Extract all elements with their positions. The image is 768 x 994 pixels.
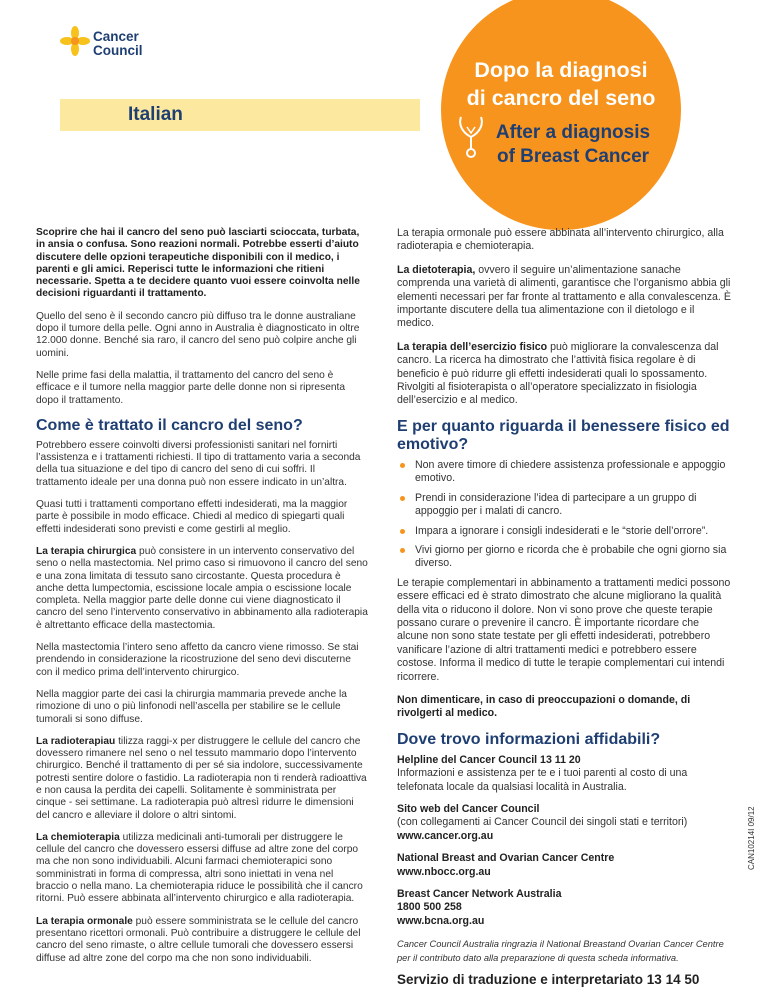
- daffodil-logo-icon: [60, 26, 90, 56]
- paragraph-radiotherapy: [36, 736, 368, 822]
- language-banner: [60, 99, 420, 131]
- heading-wellbeing: E per quanto riguarda il benessere fisico ed emotivo?: [397, 417, 730, 453]
- paragraph-incidence: Quello del seno è il secondo cancro più diffuso tra le donne australiane dopo il tumore della pelle. Ogni anno in Australia è diagnosticato in oltre 12.000 donne. Benché sia raro, il cancro del seno può colpire anche gli uomini.: [36, 310, 360, 359]
- title-italian-line-2: di cancro del seno: [466, 86, 656, 110]
- list-item: [397, 492, 733, 519]
- exercise-text: può migliorare la convalescenza dal cancro. La ricerca ha dimostrato che l’attività fisica regolare è di beneficio è può ridurre gli effetti indesiderati quali lo spossamento. Rivolgiti al fisioterapista o all’operatore specializzato in fisiologia dell’esercizio e al medico.: [397, 340, 719, 407]
- language-label: Italian: [128, 104, 183, 125]
- radiotherapy-text: tilizza raggi-x per distruggere le cellule del cancro che dovessero rimanere nel seno o nel tessuto mammario dopo l’intervento chirurgico. Benché il trattamento di per sé sia indolore, successivamente potresti sentire dolore o fastidio. La radioterapia non ti renderà radioattiva e non causa la perdita dei capelli. Solitamente è somministrata per cinque - sei settimane. La radioterapia può altresì ridurre le dimensioni del cancro e alleviare il dolore o altri sintomi.: [36, 735, 367, 821]
- surgery-text: può consistere in un intervento conservativo del seno o nella mastectomia. Nel primo caso si rimuovono il cancro del seno e una zona limitata di tessuto sano circostante. Questa procedura è anche detta lumpectomia, escissione locale ampia o escissione locale completa. Nella maggior parte delle donne cui viene diagnosticato il cancro del seno l’intervento conservativo in abbinamento alla radioterapia è altrettanto efficace della mastectomia.: [36, 545, 368, 631]
- paragraph-lymph-nodes: Nella maggior parte dei casi la chirurgia mammaria prevede anche la rimozione di uno o più linfonodi nell’ascella per stabilire se le cellule tumorali si sono diffuse.: [36, 688, 347, 725]
- hormone-therapy-term: La terapia ormonale: [36, 915, 133, 927]
- website-title: Sito web del Cancer Council: [397, 803, 540, 815]
- chemotherapy-term: La chemioterapia: [36, 831, 120, 843]
- list-item: [397, 544, 733, 571]
- list-item-text: Impara a ignorare i consigli indesiderati e le “storie dell’orrore”.: [415, 524, 709, 537]
- cancer-council-logo: [60, 26, 170, 86]
- bcna-block: [397, 888, 733, 928]
- paragraph-reminder: Non dimenticare, in caso di preoccupazioni o domande, di rivolgerti al medico.: [397, 693, 691, 720]
- right-column: [397, 227, 733, 987]
- title-italian: [441, 56, 681, 112]
- bcna-phone: 1800 500 258: [397, 901, 462, 914]
- surgery-term: La terapia chirurgica: [36, 545, 137, 557]
- logo-line-1: Cancer: [93, 29, 139, 44]
- nbocc-title: National Breast and Ovarian Cancer Centre: [397, 852, 615, 865]
- logo-line-2: Council: [93, 43, 143, 58]
- heading-information: Dove trovo informazioni affidabili?: [397, 730, 661, 748]
- bcna-link[interactable]: www.bcna.org.au: [397, 914, 485, 927]
- bullet-dot-icon: [400, 463, 405, 468]
- paragraph-chemotherapy: [36, 832, 368, 906]
- radiotherapy-term: La radioterapiau: [36, 735, 116, 747]
- bullet-dot-icon: [400, 529, 405, 534]
- title-english-line-2: of Breast Cancer: [496, 146, 650, 167]
- paragraph-professionals: Potrebbero essere coinvolti diversi professionisti sanitari nel fornirti l’assistenza e i trattamenti richiesti. Il tipo di trattamento varia a seconda della tua situazione e del tipo di cancro del seno di cui soffri. Il trattamento ideale per una donna può non essere indicato in un’altra.: [36, 439, 361, 488]
- paragraph-hormone-therapy: [36, 916, 368, 965]
- bullet-dot-icon: [400, 548, 405, 553]
- acknowledgement: Cancer Council Australia ringrazia il National Breastand Ovarian Cancer Centre per il contributo dato alla preparazione di questa scheda informativa.: [397, 939, 724, 964]
- title-english-line-1: After a diagnosis: [495, 122, 651, 143]
- paragraph-mastectomy: Nella mastectomia l’intero seno affetto da cancro viene rimosso. Se stai prendendo in considerazione la ricostruzione del seno devi discuterne con il medico prima dell’intervento chirurgico.: [36, 642, 359, 678]
- list-item: [397, 525, 733, 538]
- helpline-text: Informazioni e assistenza per te e i tuoi parenti al costo di una telefonata locale da qualsiasi località in Australia.: [397, 767, 688, 793]
- paragraph-side-effects: Quasi tutti i trattamenti comportano effetti indesiderati, ma la maggior parte è possibile in modo efficace. Chiedi al medico di spiegarti quali effetti indesiderati sono previsti e come gestirli al meglio.: [36, 499, 348, 535]
- paragraph-exercise: [397, 341, 733, 408]
- wellbeing-list: [397, 459, 733, 571]
- hormone-therapy-text: può essere somministrata se le cellule del cancro presentano ricettori ormonali. Può contribuire a distruggere le cellule del cancro del seno rimaste, o altre cellule tumorali che dovessero essersi diffuse ad altre zone del corpo ma che non sono individuabili.: [36, 915, 361, 964]
- chemotherapy-text: utilizza medicinali anti-tumorali per distruggere le cellule del cancro che dovessero essersi diffuse ad altre zone del corpo ma che non sono individuabili. Alcuni farmaci chemioterapici sono somministrati in forma di compressa, altri sono iniettati in vena nel braccio o nella mano. La chemioterapia riduce le possibilità che il cancro ritorni. Può essere abbinata all’intervento chirurgico e alla radioterapia.: [36, 831, 363, 905]
- list-item-text: Vivi giorno per giorno e ricorda che è probabile che ogni giorno sia diverso.: [415, 543, 727, 570]
- list-item-text: Non avere timore di chiedere assistenza professionale e appoggio emotivo.: [415, 458, 726, 485]
- diet-term: La dietoterapia,: [397, 263, 476, 276]
- paragraph-complementary: Le terapie complementari in abbinamento a trattamenti medici possono essere efficaci ed è strato dimostrato che alcune migliorano la qualità della vita o riducono il dolore. Non vi sono prove che queste terapie possano curare o prevenire il cancro. È importante ricordare che alcune non sono state testate per gli effetti indesiderati, potrebbero vanificare l’azione di altri trattamenti medici e potrebbero essere costose. Informa il medico di tutte le terapie complementari cui intendi ricorrere.: [397, 576, 731, 683]
- paragraph-hormone-combined: La terapia ormonale può essere abbinata all’intervento chirurgico, alla radioterapia e chemioterapia.: [397, 227, 724, 253]
- intro-paragraph: Scoprire che hai il cancro del seno può lasciarti scioccata, turbata, in ansia o confusa. Sono reazioni normali. Potrebbe esserti d’aiuto discutere delle opzioni terapeutiche disponibili con il medico, i parenti e gli amici. Reperisci tutte le informazioni che ritieni necessarie. Spetta a te decidere quanto vuoi essere coinvolta nelle decisioni riguardanti il trattamento.: [36, 227, 360, 300]
- nbocc-block: [397, 852, 733, 879]
- paragraph-diet: [397, 264, 733, 331]
- list-item: [397, 459, 733, 486]
- translation-service: Servizio di traduzione e interpretariato 13 14 50: [397, 972, 700, 988]
- document-code: CAN10214I 09/12: [747, 806, 756, 870]
- title-english: [468, 121, 678, 169]
- left-column: [36, 227, 368, 975]
- bcna-title: Breast Cancer Network Australia: [397, 888, 562, 901]
- website-block: [397, 803, 733, 843]
- paragraph-surgery: [36, 546, 368, 632]
- website-link[interactable]: www.cancer.org.au: [397, 829, 494, 842]
- bullet-dot-icon: [400, 496, 405, 501]
- paragraph-early-stage: Nelle prime fasi della malattia, il trattamento del cancro del seno è efficace e il tumore nella maggior parte delle donne non si ripresenta dopo il trattamento.: [36, 369, 346, 406]
- nbocc-link[interactable]: www.nbocc.org.au: [397, 865, 491, 878]
- heading-treatment: Come è trattato il cancro del seno?: [36, 416, 303, 434]
- diet-text: ovvero il seguire un’alimentazione sanache comprenda una varietà di alimenti, garantisce che l’organismo abbia gli elementi necessari per far fronte al trattamento e alla convalescenza. È importante discutere della tua alimentazione con il dietologo e il medico.: [397, 263, 731, 330]
- title-italian-line-1: Dopo la diagnosi: [474, 58, 648, 82]
- website-text: (con collegamenti ai Cancer Council dei singoli stati e territori): [397, 816, 688, 829]
- helpline-title: Helpline del Cancer Council 13 11 20: [397, 753, 581, 766]
- helpline-block: [397, 754, 733, 794]
- list-item-text: Prendi in considerazione l’idea di partecipare a un gruppo di appoggio per i malati di cancro.: [415, 491, 697, 518]
- exercise-term: La terapia dell’esercizio fisico: [397, 340, 548, 353]
